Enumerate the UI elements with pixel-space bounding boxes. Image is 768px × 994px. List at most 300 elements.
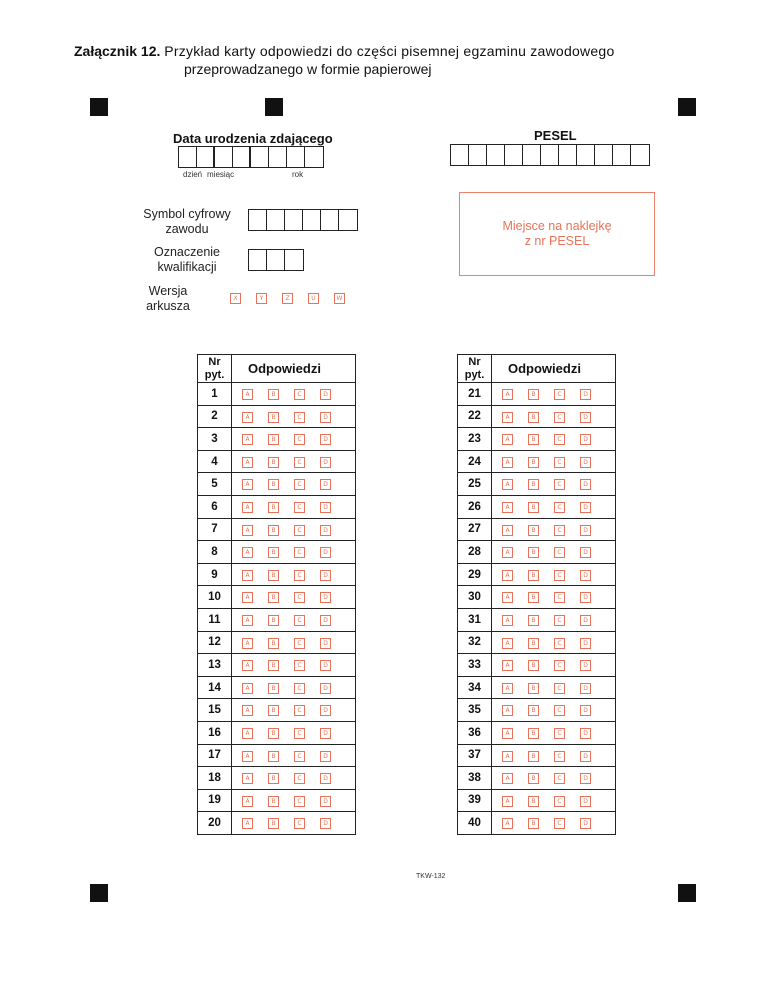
answer-bubble-d[interactable]: D [580, 547, 591, 558]
answer-row [458, 563, 616, 586]
answer-bubble-b[interactable]: B [528, 615, 539, 626]
answer-options [232, 473, 356, 496]
question-number: 5 [198, 473, 232, 496]
answer-bubble-a[interactable]: A [242, 751, 253, 762]
question-number: 27 [458, 518, 492, 541]
answer-bubble-d[interactable]: D [320, 796, 331, 807]
answer-bubble-b[interactable]: B [528, 683, 539, 694]
answer-bubble-d[interactable]: D [580, 389, 591, 400]
answer-bubble-c[interactable]: C [554, 525, 565, 536]
attachment-label: Załącznik 12. [74, 43, 161, 59]
question-number: 3 [198, 428, 232, 451]
answer-row [458, 383, 616, 406]
answer-options [232, 541, 356, 564]
answer-bubble-b[interactable]: B [268, 728, 279, 739]
answer-bubble-a[interactable]: A [242, 502, 253, 513]
answer-bubble-a[interactable]: A [242, 705, 253, 716]
question-number: 2 [198, 405, 232, 428]
day-caption: dzień [183, 170, 203, 179]
answer-bubble-b[interactable]: B [528, 592, 539, 603]
answer-bubble-a[interactable]: A [242, 638, 253, 649]
answer-row [198, 495, 356, 518]
answer-bubble-a[interactable]: A [502, 705, 513, 716]
question-number: 29 [458, 563, 492, 586]
qualification-label: Oznaczenie kwalifikacji [153, 245, 220, 274]
answer-bubble-a[interactable]: A [242, 818, 253, 829]
answer-bubble-c[interactable]: C [294, 818, 305, 829]
answer-bubble-b[interactable]: B [528, 773, 539, 784]
answer-bubble-c[interactable]: C [294, 547, 305, 558]
answer-bubble-b[interactable]: B [528, 570, 539, 581]
answer-options [232, 383, 356, 406]
answer-options [232, 405, 356, 428]
answer-bubble-b[interactable]: B [528, 751, 539, 762]
answer-row [458, 428, 616, 451]
answer-bubble-c[interactable]: C [294, 796, 305, 807]
answer-bubble-a[interactable]: A [242, 592, 253, 603]
answer-bubble-c[interactable]: C [294, 457, 305, 468]
answer-bubble-d[interactable]: D [320, 638, 331, 649]
answer-bubble-b[interactable]: B [268, 660, 279, 671]
answer-bubble-a[interactable]: A [502, 683, 513, 694]
profession-symbol-boxes[interactable] [248, 209, 358, 231]
answer-options [232, 495, 356, 518]
answer-bubble-d[interactable]: D [320, 818, 331, 829]
answer-bubble-c[interactable]: C [294, 705, 305, 716]
answer-bubble-d[interactable]: D [320, 728, 331, 739]
answer-bubble-c[interactable]: C [554, 615, 565, 626]
question-number: 11 [198, 608, 232, 631]
answer-bubble-a[interactable]: A [502, 818, 513, 829]
answer-bubble-c[interactable]: C [554, 434, 565, 445]
answer-row [458, 450, 616, 473]
answer-bubble-b[interactable]: B [268, 434, 279, 445]
answer-bubble-d[interactable]: D [320, 705, 331, 716]
answer-row [198, 721, 356, 744]
answer-bubble-b[interactable]: B [528, 389, 539, 400]
answer-options [232, 518, 356, 541]
answer-options [492, 654, 616, 677]
question-number: 17 [198, 744, 232, 767]
answer-bubble-d[interactable]: D [320, 547, 331, 558]
sticker-line1: Miejsce na naklejkę [502, 219, 612, 233]
answer-bubble-c[interactable]: C [554, 547, 565, 558]
question-number: 12 [198, 631, 232, 654]
answer-row [458, 744, 616, 767]
answer-bubble-b[interactable]: B [528, 479, 539, 490]
answer-row [198, 405, 356, 428]
answer-bubble-a[interactable]: A [242, 773, 253, 784]
answer-bubble-c[interactable]: C [554, 457, 565, 468]
question-number: 32 [458, 631, 492, 654]
answer-row [458, 631, 616, 654]
nr-header: Nr pyt. [458, 355, 492, 383]
answer-options [492, 473, 616, 496]
answer-bubble-b[interactable]: B [528, 818, 539, 829]
answer-row [198, 563, 356, 586]
answer-row [198, 383, 356, 406]
answer-options [492, 631, 616, 654]
profession-symbol-label: Symbol cyfrowy zawodu [143, 207, 231, 236]
answer-options [492, 744, 616, 767]
answer-row [198, 812, 356, 835]
answer-bubble-b[interactable]: B [528, 547, 539, 558]
question-number: 36 [458, 721, 492, 744]
answer-options [232, 631, 356, 654]
answer-row [458, 541, 616, 564]
answer-bubble-c[interactable]: C [554, 796, 565, 807]
answer-bubble-a[interactable]: A [502, 502, 513, 513]
answer-bubble-d[interactable]: D [320, 502, 331, 513]
answer-bubble-c[interactable]: C [294, 728, 305, 739]
answer-bubble-b[interactable]: B [528, 796, 539, 807]
version-option-y[interactable]: Y [256, 293, 267, 304]
answer-bubble-b[interactable]: B [268, 412, 279, 423]
answer-options [492, 495, 616, 518]
answer-row [458, 518, 616, 541]
question-number: 39 [458, 789, 492, 812]
answer-options [492, 405, 616, 428]
registration-mark-top-middle [265, 98, 283, 116]
answer-bubble-a[interactable]: A [242, 547, 253, 558]
answer-bubble-a[interactable]: A [502, 570, 513, 581]
answer-bubble-b[interactable]: B [528, 705, 539, 716]
answer-row [198, 518, 356, 541]
answer-row [198, 676, 356, 699]
answer-options [492, 428, 616, 451]
answer-options [232, 744, 356, 767]
answer-bubble-a[interactable]: A [242, 525, 253, 536]
answer-bubble-a[interactable]: A [502, 389, 513, 400]
answer-options [492, 563, 616, 586]
answer-bubble-b[interactable]: B [528, 502, 539, 513]
pesel-title: PESEL [534, 128, 577, 143]
answer-bubble-c[interactable]: C [294, 615, 305, 626]
answer-bubble-c[interactable]: C [294, 773, 305, 784]
answer-bubble-d[interactable]: D [320, 592, 331, 603]
answer-row [458, 654, 616, 677]
answer-bubble-d[interactable]: D [320, 412, 331, 423]
answer-bubble-d[interactable]: D [580, 818, 591, 829]
answer-row [458, 767, 616, 790]
question-number: 30 [458, 586, 492, 609]
answer-bubble-a[interactable]: A [242, 412, 253, 423]
answer-bubble-c[interactable]: C [554, 389, 565, 400]
answer-bubble-c[interactable]: C [554, 818, 565, 829]
answer-options [492, 541, 616, 564]
answer-bubble-a[interactable]: A [502, 660, 513, 671]
question-number: 7 [198, 518, 232, 541]
question-number: 21 [458, 383, 492, 406]
answer-row [198, 699, 356, 722]
question-number: 33 [458, 654, 492, 677]
answer-bubble-a[interactable]: A [502, 412, 513, 423]
answer-options [492, 721, 616, 744]
answer-bubble-d[interactable]: D [320, 525, 331, 536]
answer-bubble-d[interactable]: D [320, 457, 331, 468]
answer-options [232, 608, 356, 631]
answer-bubble-c[interactable]: C [294, 751, 305, 762]
answer-bubble-d[interactable]: D [320, 683, 331, 694]
question-number: 16 [198, 721, 232, 744]
answer-bubble-b[interactable]: B [268, 615, 279, 626]
question-number: 35 [458, 699, 492, 722]
answer-options [232, 789, 356, 812]
answer-bubble-c[interactable]: C [294, 570, 305, 581]
question-number: 22 [458, 405, 492, 428]
answer-options [232, 676, 356, 699]
answer-bubble-b[interactable]: B [268, 479, 279, 490]
answer-row [458, 473, 616, 496]
answer-bubble-a[interactable]: A [242, 615, 253, 626]
answer-bubble-b[interactable]: B [528, 728, 539, 739]
answer-bubble-c[interactable]: C [554, 638, 565, 649]
answer-bubble-b[interactable]: B [268, 457, 279, 468]
question-number: 34 [458, 676, 492, 699]
answer-bubble-a[interactable]: A [502, 525, 513, 536]
answer-bubble-c[interactable]: C [554, 502, 565, 513]
question-number: 40 [458, 812, 492, 835]
answer-options [232, 428, 356, 451]
answer-bubble-c[interactable]: C [294, 412, 305, 423]
answer-options [232, 812, 356, 835]
answer-bubble-d[interactable]: D [580, 615, 591, 626]
answer-bubble-b[interactable]: B [528, 412, 539, 423]
answer-bubble-c[interactable]: C [554, 751, 565, 762]
answers-header: Odpowiedzi [232, 355, 356, 383]
answer-bubble-b[interactable]: B [268, 502, 279, 513]
answer-bubble-a[interactable]: A [502, 457, 513, 468]
version-option-u[interactable]: U [308, 293, 319, 304]
answer-bubble-a[interactable]: A [242, 434, 253, 445]
answer-bubble-d[interactable]: D [580, 479, 591, 490]
answer-bubble-b[interactable]: B [528, 457, 539, 468]
answer-bubble-a[interactable]: A [502, 796, 513, 807]
answer-bubble-b[interactable]: B [528, 638, 539, 649]
answer-options [232, 699, 356, 722]
answer-bubble-b[interactable]: B [528, 660, 539, 671]
question-number: 25 [458, 473, 492, 496]
answer-bubble-c[interactable]: C [554, 570, 565, 581]
answer-row [458, 721, 616, 744]
answer-bubble-d[interactable]: D [320, 773, 331, 784]
answer-bubble-d[interactable]: D [580, 592, 591, 603]
answer-row [458, 789, 616, 812]
answer-bubble-a[interactable]: A [242, 570, 253, 581]
answer-options [232, 450, 356, 473]
question-number: 6 [198, 495, 232, 518]
answer-bubble-d[interactable]: D [580, 796, 591, 807]
question-number: 24 [458, 450, 492, 473]
answer-row [198, 450, 356, 473]
answer-bubble-d[interactable]: D [580, 751, 591, 762]
answer-bubble-b[interactable]: B [268, 751, 279, 762]
question-number: 26 [458, 495, 492, 518]
attachment-header [74, 42, 714, 78]
answer-bubble-d[interactable]: D [580, 502, 591, 513]
question-number: 37 [458, 744, 492, 767]
answer-row [198, 767, 356, 790]
answer-bubble-d[interactable]: D [580, 773, 591, 784]
answer-bubble-d[interactable]: D [320, 615, 331, 626]
answer-bubble-d[interactable]: D [580, 412, 591, 423]
birth-date-boxes[interactable] [178, 146, 324, 168]
answer-row [458, 699, 616, 722]
answer-bubble-d[interactable]: D [580, 638, 591, 649]
answer-bubble-d[interactable]: D [580, 570, 591, 581]
answer-bubble-b[interactable]: B [528, 434, 539, 445]
answer-bubble-a[interactable]: A [242, 457, 253, 468]
answer-row [458, 676, 616, 699]
answer-bubble-d[interactable]: D [320, 479, 331, 490]
answer-row [198, 631, 356, 654]
answer-bubble-d[interactable]: D [580, 525, 591, 536]
question-number: 38 [458, 767, 492, 790]
answer-bubble-c[interactable]: C [294, 683, 305, 694]
answer-options [492, 676, 616, 699]
answer-bubble-b[interactable]: B [268, 818, 279, 829]
answer-bubble-b[interactable]: B [268, 525, 279, 536]
question-number: 13 [198, 654, 232, 677]
answer-bubble-c[interactable]: C [554, 705, 565, 716]
answer-bubble-a[interactable]: A [502, 547, 513, 558]
answer-bubble-a[interactable]: A [502, 434, 513, 445]
answer-options [232, 563, 356, 586]
answer-bubble-c[interactable]: C [554, 660, 565, 671]
question-number: 31 [458, 608, 492, 631]
answer-bubble-c[interactable]: C [554, 683, 565, 694]
answer-bubble-b[interactable]: B [268, 638, 279, 649]
nr-header: Nr pyt. [198, 355, 232, 383]
sticker-line2: z nr PESEL [524, 234, 590, 248]
answers-table-right [457, 354, 616, 835]
answer-options [492, 586, 616, 609]
answer-bubble-d[interactable]: D [580, 660, 591, 671]
answer-bubble-a[interactable]: A [502, 773, 513, 784]
answer-bubble-d[interactable]: D [320, 751, 331, 762]
answer-bubble-c[interactable]: C [554, 773, 565, 784]
answer-bubble-d[interactable]: D [580, 434, 591, 445]
answer-bubble-a[interactable]: A [242, 660, 253, 671]
question-number: 10 [198, 586, 232, 609]
pesel-boxes[interactable] [450, 144, 650, 166]
answer-bubble-c[interactable]: C [554, 412, 565, 423]
question-number: 20 [198, 812, 232, 835]
answer-options [492, 450, 616, 473]
answers-header: Odpowiedzi [492, 355, 616, 383]
answer-row [198, 654, 356, 677]
answer-bubble-c[interactable]: C [294, 592, 305, 603]
question-number: 1 [198, 383, 232, 406]
answer-bubble-c[interactable]: C [294, 389, 305, 400]
answer-bubble-d[interactable]: D [580, 705, 591, 716]
answer-bubble-d[interactable]: D [580, 457, 591, 468]
qualification-boxes[interactable] [248, 249, 304, 271]
answer-bubble-c[interactable]: C [294, 502, 305, 513]
registration-mark-top-right [678, 98, 696, 116]
answer-options [232, 586, 356, 609]
answer-bubble-b[interactable]: B [268, 796, 279, 807]
answer-options [492, 383, 616, 406]
answer-options [232, 654, 356, 677]
answers-table-left [197, 354, 356, 835]
answer-bubble-b[interactable]: B [268, 773, 279, 784]
answer-row [458, 586, 616, 609]
answer-bubble-a[interactable]: A [502, 479, 513, 490]
question-number: 19 [198, 789, 232, 812]
answer-options [492, 518, 616, 541]
answer-bubble-a[interactable]: A [242, 479, 253, 490]
question-number: 18 [198, 767, 232, 790]
answer-bubble-b[interactable]: B [268, 683, 279, 694]
answer-bubble-d[interactable]: D [320, 434, 331, 445]
question-number: 9 [198, 563, 232, 586]
answer-bubble-d[interactable]: D [580, 728, 591, 739]
answer-bubble-b[interactable]: B [268, 592, 279, 603]
answer-bubble-d[interactable]: D [320, 570, 331, 581]
answer-row [198, 541, 356, 564]
answer-bubble-c[interactable]: C [554, 479, 565, 490]
answer-row [458, 608, 616, 631]
answer-bubble-c[interactable]: C [294, 638, 305, 649]
answer-bubble-b[interactable]: B [268, 570, 279, 581]
answer-row [458, 812, 616, 835]
answer-bubble-c[interactable]: C [294, 479, 305, 490]
answer-bubble-a[interactable]: A [502, 728, 513, 739]
answer-bubble-a[interactable]: A [242, 683, 253, 694]
answer-bubble-d[interactable]: D [580, 683, 591, 694]
answer-bubble-c[interactable]: C [294, 660, 305, 671]
answer-bubble-a[interactable]: A [242, 389, 253, 400]
answer-options [492, 699, 616, 722]
birth-date-title: Data urodzenia zdającego [173, 131, 333, 146]
registration-mark-bottom-right [678, 884, 696, 902]
answer-row [198, 586, 356, 609]
answer-bubble-b[interactable]: B [268, 389, 279, 400]
answer-bubble-b[interactable]: B [528, 525, 539, 536]
version-option-w[interactable]: W [334, 293, 345, 304]
answer-bubble-d[interactable]: D [320, 660, 331, 671]
pesel-sticker-area [459, 192, 655, 276]
answer-bubble-c[interactable]: C [294, 525, 305, 536]
answer-bubble-a[interactable]: A [502, 615, 513, 626]
answer-bubble-a[interactable]: A [502, 592, 513, 603]
answer-row [198, 473, 356, 496]
answer-bubble-a[interactable]: A [242, 728, 253, 739]
answer-bubble-c[interactable]: C [294, 434, 305, 445]
answer-bubble-c[interactable]: C [554, 592, 565, 603]
answer-bubble-b[interactable]: B [268, 547, 279, 558]
version-option-z[interactable]: Z [282, 293, 293, 304]
answer-bubble-a[interactable]: A [502, 638, 513, 649]
answer-options [492, 767, 616, 790]
version-option-x[interactable]: X [230, 293, 241, 304]
answer-bubble-a[interactable]: A [502, 751, 513, 762]
answer-bubble-d[interactable]: D [320, 389, 331, 400]
answer-options [492, 789, 616, 812]
answer-options [492, 608, 616, 631]
answer-row [198, 428, 356, 451]
answer-bubble-c[interactable]: C [554, 728, 565, 739]
answer-bubble-b[interactable]: B [268, 705, 279, 716]
registration-mark-top-left [90, 98, 108, 116]
form-code: TKW-132 [416, 873, 446, 880]
answer-bubble-a[interactable]: A [242, 796, 253, 807]
answer-options [232, 767, 356, 790]
answer-row [198, 608, 356, 631]
answer-row [458, 405, 616, 428]
attachment-title-line1: Przykład karty odpowiedzi do części pisemnej egzaminu zawodowego [164, 43, 615, 59]
